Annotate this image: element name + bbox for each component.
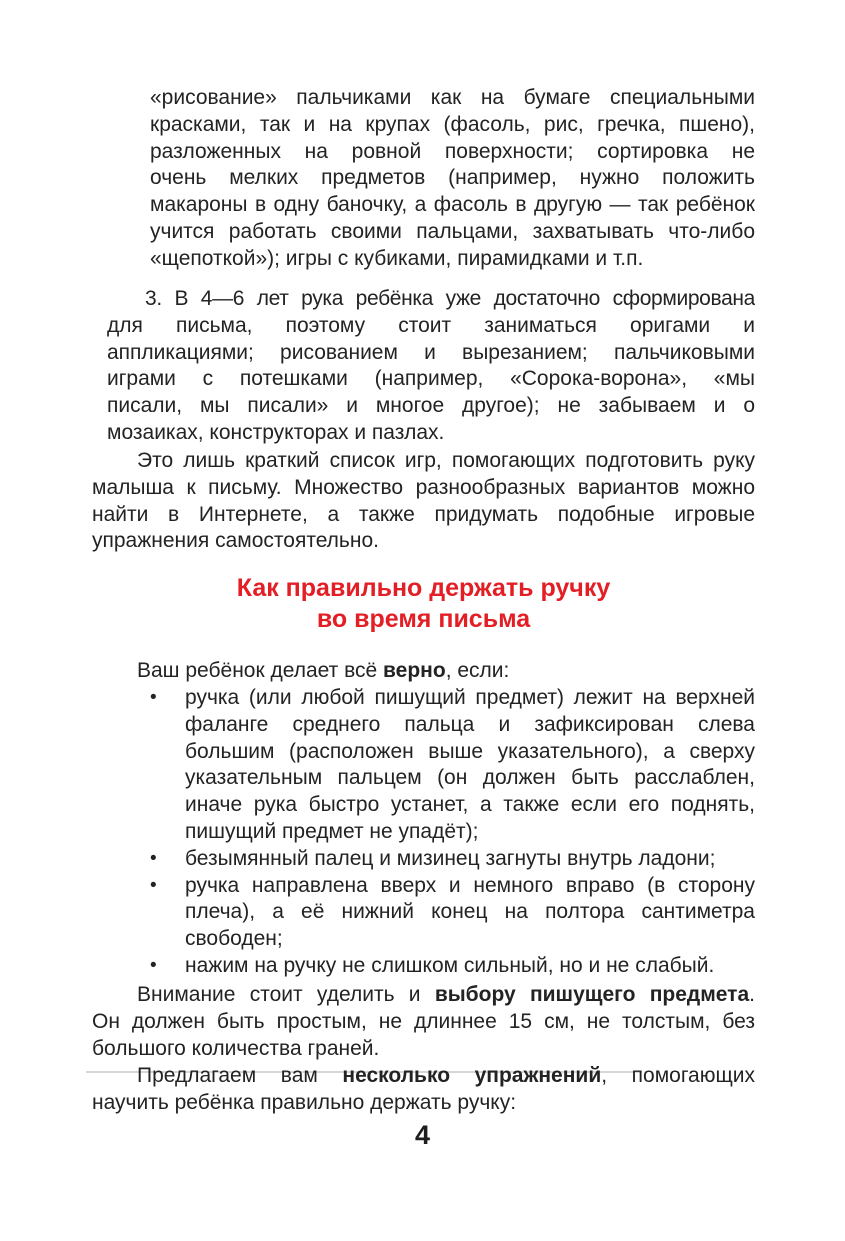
list-item-2-continuation — [150, 85, 755, 273]
bullet-text — [185, 953, 755, 980]
text-line: красками, так и на крупах (фасоль, рис, гречка, пшено), — [150, 112, 755, 136]
text-line: плеча), а её нижний конец на полтора сантиметра — [185, 900, 755, 924]
bullet-text — [185, 685, 755, 846]
bullet-item — [150, 846, 755, 873]
text-line: малыша к письму. Множество разнообразных вариантов можно — [92, 475, 755, 499]
exercises-paragraph — [92, 1063, 755, 1117]
text-line: Предлагаем вам несколько упражнений, помогающих — [137, 1064, 755, 1087]
bullet-icon: • — [150, 954, 157, 976]
text-line: ручка (или любой пишущий предмет) лежит на верхней — [185, 686, 755, 709]
text-line: нажим на ручку не слишком сильный, но и не слабый. — [185, 953, 715, 977]
section-heading-line-2: во время письма — [316, 605, 531, 633]
section-heading-line-1: Как правильно держать ручку — [236, 574, 611, 602]
text-line: Он должен быть простым, не длиннее 15 см, не толстым, без — [92, 1009, 755, 1033]
text-line: свободен; — [185, 927, 283, 951]
text-line: 3. В 4—6 лет рука ребёнка уже достаточно сформирована — [145, 287, 755, 310]
text-line: Внимание стоит уделить и выбору пишущего предмета. — [137, 983, 755, 1006]
bullet-text — [185, 846, 755, 873]
bullet-text — [185, 873, 755, 953]
page-number: 4 — [414, 1120, 431, 1150]
text-line: «рисование» пальчиками как на бумаге специальными — [150, 86, 755, 109]
text-line: для письма, поэтому стоит заниматься оригами и — [107, 313, 755, 337]
text-line: ручка направлена вверх и немного вправо (в сторону — [185, 873, 755, 897]
text-line: большим (расположен выше указательного), а сверху — [185, 739, 755, 763]
text-line: очень мелких предметов (например, нужно положить — [150, 166, 755, 190]
text-line: найти в Интернете, а также придумать подобные игровые — [92, 502, 755, 526]
text-line: пишущий предмет не упадёт); — [185, 819, 479, 843]
text-line: играми с потешками (например, «Сорока-ворона», «мы — [107, 367, 755, 391]
bullet-list — [150, 685, 755, 980]
text-line: научить ребёнка правильно держать ручку: — [92, 1090, 517, 1114]
text-line: мозаиках, конструкторах и пазлах. — [107, 420, 445, 444]
section-heading — [92, 573, 755, 635]
text-line: фаланге среднего пальца и зафиксирован слева — [185, 712, 755, 736]
pen-choice-paragraph — [92, 982, 755, 1062]
bullet-item — [150, 685, 755, 846]
bullet-item — [150, 873, 755, 953]
bullet-item — [150, 953, 755, 980]
text-line: разложенных на ровной поверхности; сортировка не — [150, 139, 755, 163]
text-line: макароны в одну баночку, а фасоль в другую — так ребёнок — [150, 193, 755, 217]
bullet-icon: • — [150, 874, 157, 896]
text-line: учится работать своими пальцами, захватывать что-либо — [150, 219, 755, 243]
text-line: «щепоткой»); игры с кубиками, пирамидками и т.п. — [150, 246, 644, 270]
games-summary-paragraph — [92, 448, 755, 555]
bullet-icon: • — [150, 847, 157, 869]
text-line: иначе рука быстро устанет, а также если его поднять, — [185, 793, 755, 817]
text-line: упражнения самостоятельно. — [92, 529, 379, 553]
intro-paragraph — [92, 658, 755, 685]
text-line: безымянный палец и мизинец загнуты внутрь ладони; — [185, 846, 716, 870]
text-line: указательным пальцем (он должен быть расслаблен, — [185, 766, 755, 790]
text-line: Ваш ребёнок делает всё верно, если: — [137, 659, 510, 682]
bullet-icon: • — [150, 687, 157, 708]
text-line: Это лишь краткий список игр, помогающих подготовить руку — [137, 449, 755, 472]
text-line: большого количества граней. — [92, 1036, 380, 1060]
text-line: аппликациями; рисованием и вырезанием; пальчиковыми — [107, 340, 755, 364]
text-line: писали, мы писали» и многое другое); не забываем и о — [107, 394, 755, 418]
list-item-3 — [107, 286, 755, 447]
